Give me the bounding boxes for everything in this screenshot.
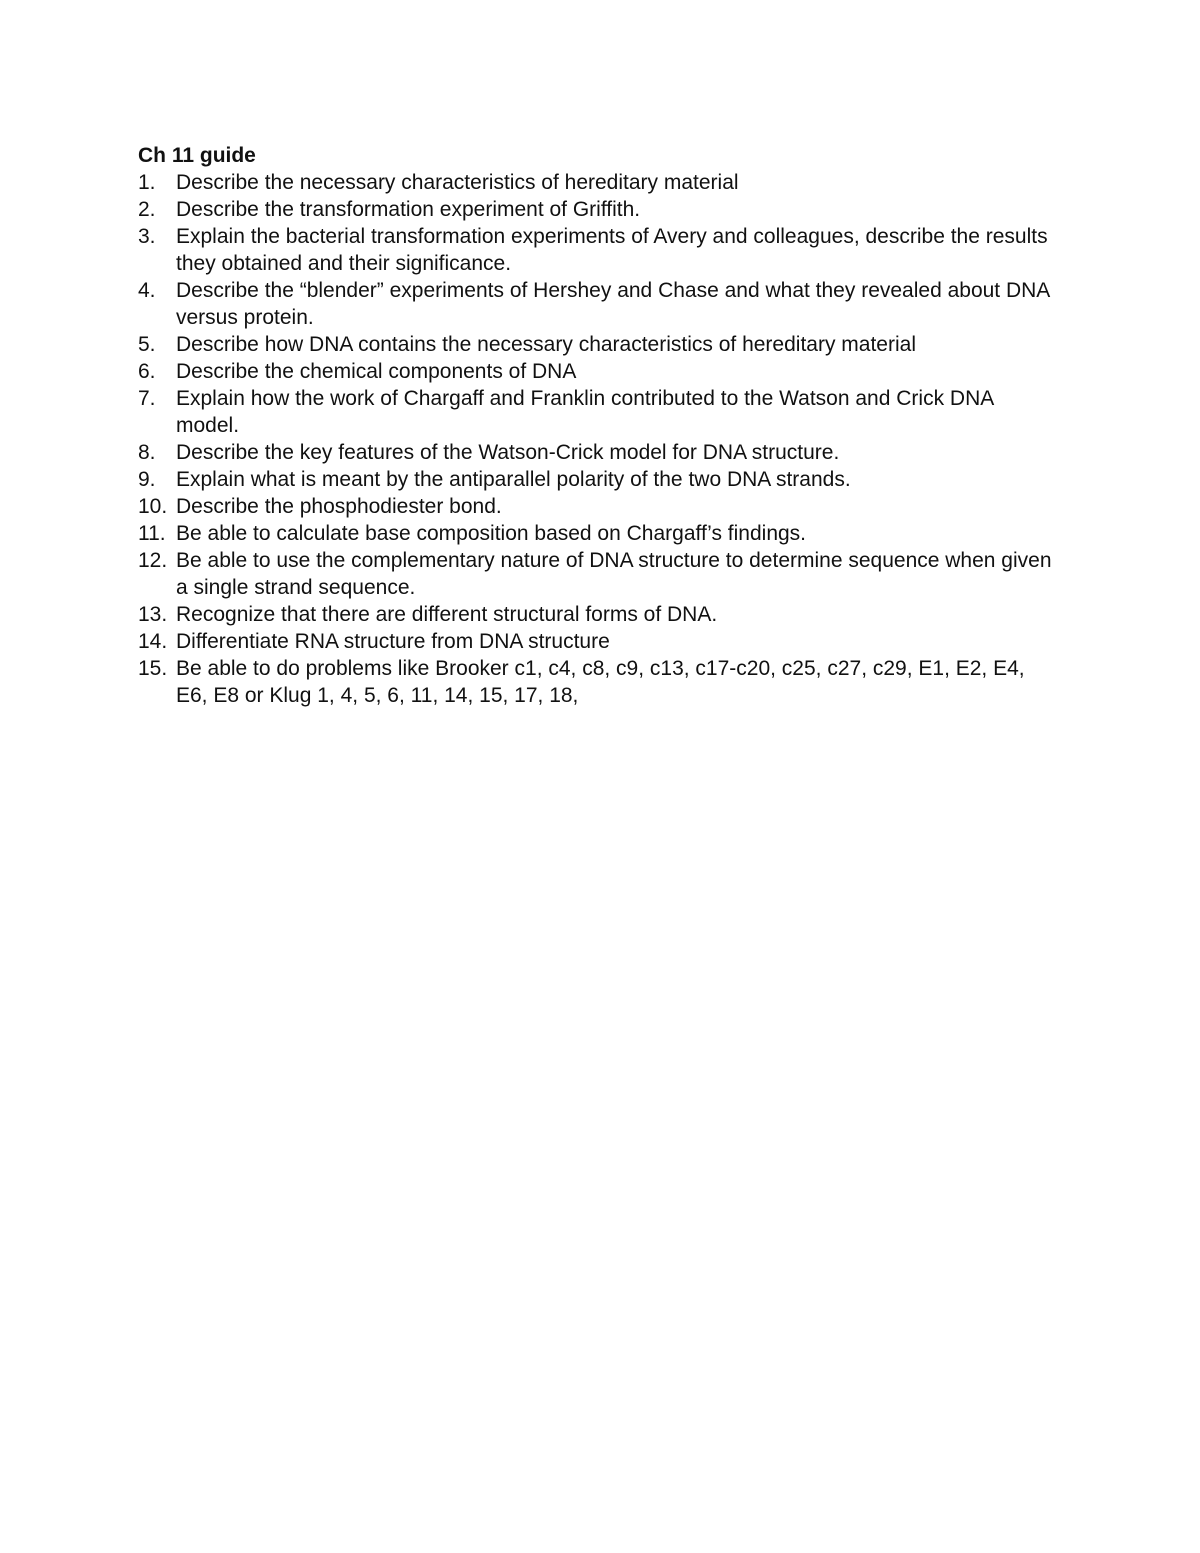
item-number: 7. [138, 387, 156, 410]
item-text: Differentiate RNA structure from DNA structure [176, 630, 610, 653]
item-number: 15. [138, 657, 168, 680]
item-text: Describe the chemical components of DNA [176, 360, 577, 383]
document-page [138, 142, 1058, 709]
list-item [138, 493, 1058, 520]
list-item [138, 655, 1058, 709]
guide-list [138, 169, 1058, 709]
list-item [138, 547, 1058, 601]
item-number: 9. [138, 468, 156, 491]
list-item [138, 277, 1058, 331]
item-number: 2. [138, 198, 156, 221]
list-item [138, 169, 1058, 196]
list-item [138, 520, 1058, 547]
item-number: 8. [138, 441, 156, 464]
item-number: 3. [138, 225, 156, 248]
list-item [138, 358, 1058, 385]
item-text: Explain how the work of Chargaff and Franklin contributed to the Watson and Crick DNA model. [176, 387, 994, 437]
item-number: 4. [138, 279, 156, 302]
item-text: Explain the bacterial transformation experiments of Avery and colleagues, describe the results they obtained and their significance. [176, 225, 1048, 275]
item-text: Describe the key features of the Watson-Crick model for DNA structure. [176, 441, 840, 464]
item-number: 13. [138, 603, 168, 626]
list-item [138, 385, 1058, 439]
item-text: Be able to use the complementary nature of DNA structure to determine sequence when given a single strand sequence. [176, 549, 1052, 599]
list-item [138, 466, 1058, 493]
list-item [138, 331, 1058, 358]
item-number: 1. [138, 171, 156, 194]
list-item [138, 628, 1058, 655]
item-text: Be able to calculate base composition based on Chargaff’s findings. [176, 522, 807, 545]
item-text: Recognize that there are different structural forms of DNA. [176, 603, 718, 626]
item-number: 6. [138, 360, 156, 383]
list-item [138, 223, 1058, 277]
item-text: Describe the “blender” experiments of Hershey and Chase and what they revealed about DNA versus protein. [176, 279, 1050, 329]
item-text: Describe the phosphodiester bond. [176, 495, 502, 518]
list-item [138, 601, 1058, 628]
item-number: 12. [138, 549, 168, 572]
item-text: Describe how DNA contains the necessary characteristics of hereditary material [176, 333, 916, 356]
document-title: Ch 11 guide [138, 144, 256, 167]
list-item [138, 196, 1058, 223]
item-number: 5. [138, 333, 156, 356]
item-text: Explain what is meant by the antiparallel polarity of the two DNA strands. [176, 468, 851, 491]
item-text: Be able to do problems like Brooker c1, c4, c8, c9, c13, c17-c20, c25, c27, c29, E1, E2, E4, E6, E8 or Klug 1, 4, 5, 6, 11, 14, 15, 17, 18, [176, 657, 1025, 707]
item-text: Describe the necessary characteristics of hereditary material [176, 171, 739, 194]
item-number: 10. [138, 495, 168, 518]
item-text: Describe the transformation experiment of Griffith. [176, 198, 641, 221]
list-item [138, 439, 1058, 466]
item-number: 14. [138, 630, 168, 653]
item-number: 11. [138, 522, 166, 545]
